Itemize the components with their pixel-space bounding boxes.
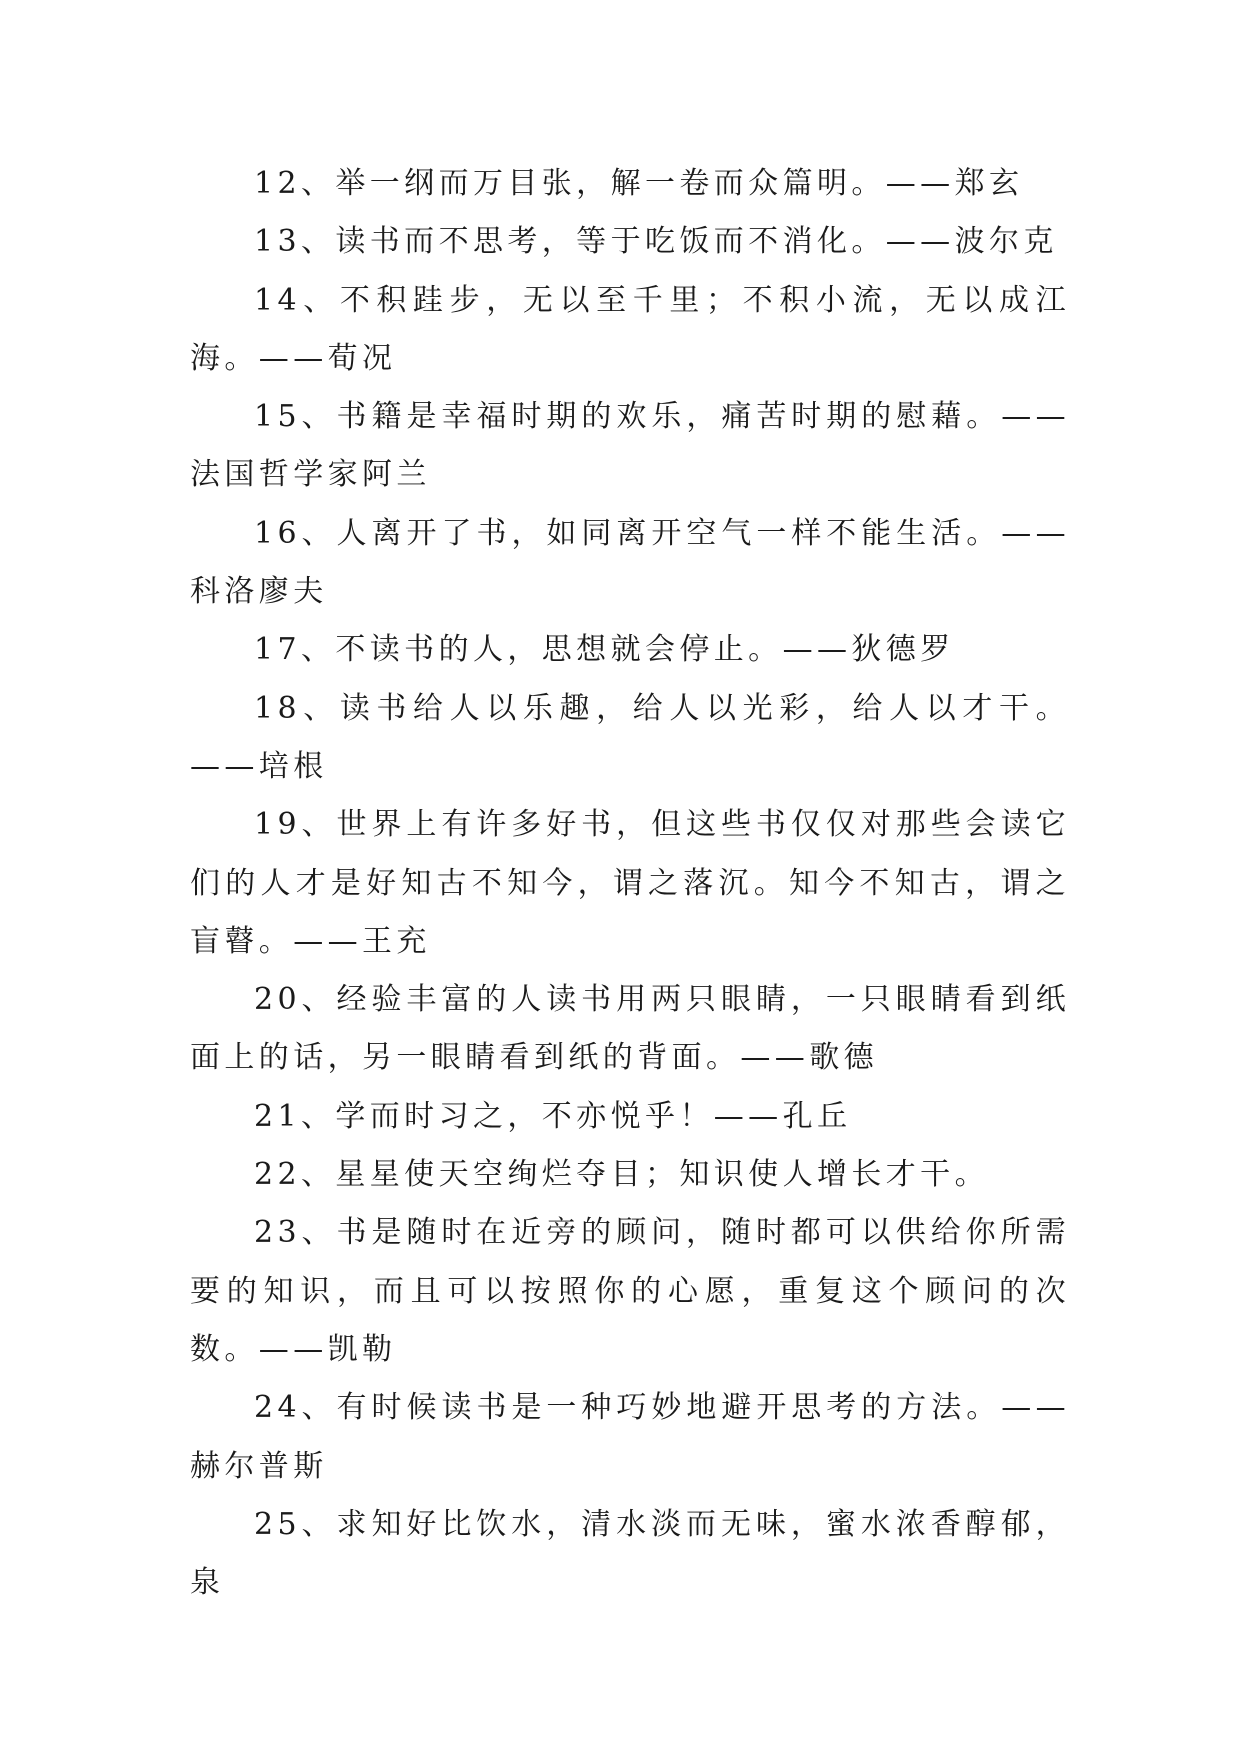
quote-entry-20: 20、经验丰富的人读书用两只眼睛，一只眼睛看到纸面上的话，另一眼睛看到纸的背面。——歌德 [190,982,1070,1076]
quote-entry-15: 15、书籍是幸福时期的欢乐，痛苦时期的慰藉。——法国哲学家阿兰 [190,399,1070,493]
quote-entry-25: 25、求知好比饮水，清水淡而无味，蜜水浓香醇郁，泉 [190,1506,1070,1601]
quote-entry-24: 24、有时候读书是一种巧妙地避开思考的方法。——赫尔普斯 [190,1390,1070,1484]
quote-entry-16: 16、人离开了书，如同离开空气一样不能生活。——科洛廖夫 [190,515,1070,610]
quote-entry-17: 17、不读书的人，思想就会停止。——狄德罗 [254,632,955,668]
quote-entry-19: 19、世界上有许多好书，但这些书仅仅对那些会读它们的人才是好知古不知今，谓之落沉。知今不知古，谓之盲瞽。——王充 [190,807,1070,959]
quote-entry-21: 21、学而时习之，不亦悦乎！——孔丘 [254,1098,852,1134]
quote-entry-23: 23、书是随时在近旁的顾问，随时都可以供给你所需要的知识，而且可以按照你的心愿，重复这个顾问的次数。——凯勒 [190,1215,1070,1367]
quote-list [190,155,1070,1612]
quote-entry-14: 14、不积跬步，无以至千里；不积小流，无以成江海。——荀况 [190,282,1070,376]
quote-entry-22: 22、星星使天空绚烂夺目；知识使人增长才干。 [254,1157,989,1193]
quote-entry-18: 18、读书给人以乐趣，给人以光彩，给人以才干。——培根 [190,690,1070,784]
quote-entry-12: 12、举一纲而万目张，解一卷而众篇明。——郑玄 [254,166,1024,201]
quote-entry-13: 13、读书而不思考，等于吃饭而不消化。——波尔克 [254,224,1058,260]
